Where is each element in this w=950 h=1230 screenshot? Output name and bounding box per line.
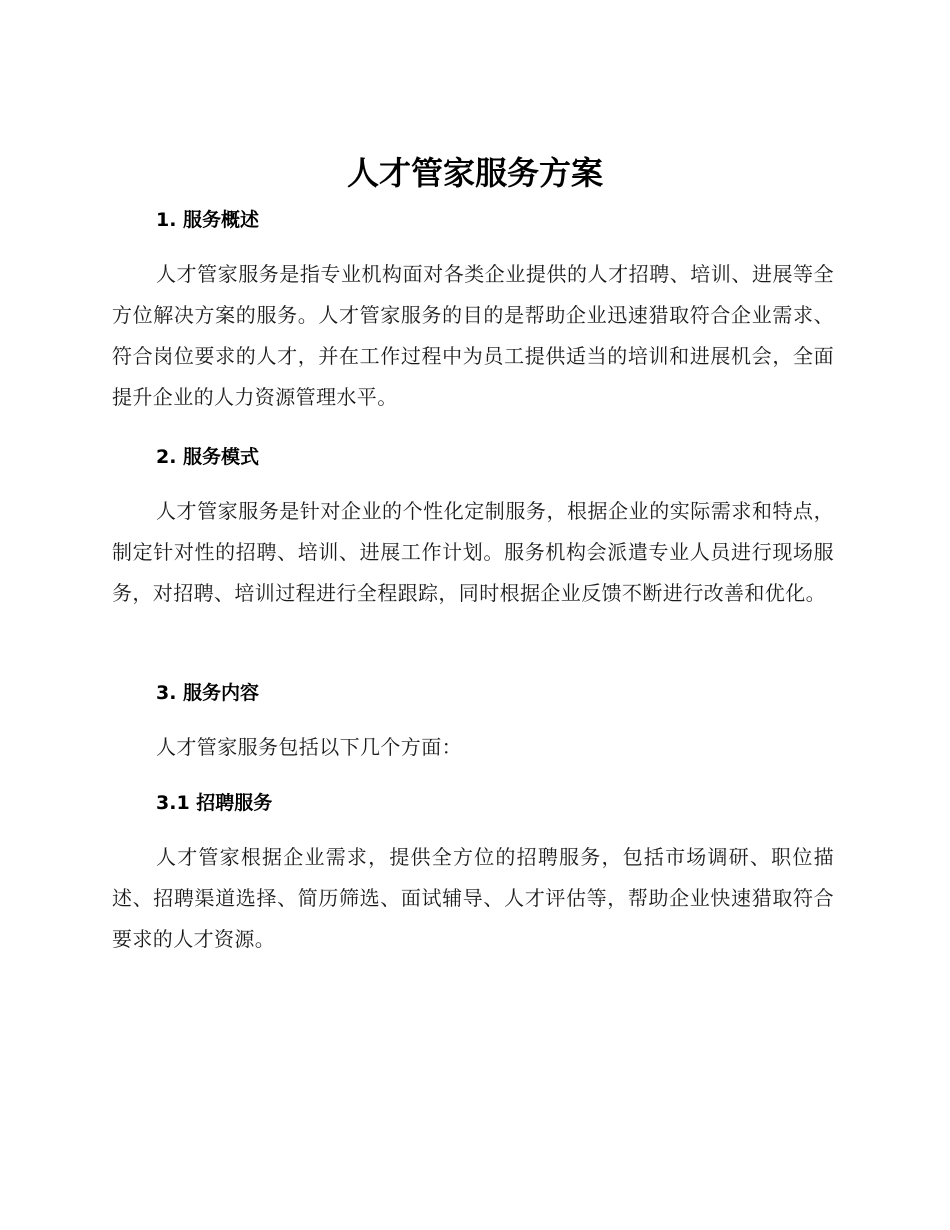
section-heading-mode: 2. 服务模式	[156, 446, 260, 468]
section-paragraph-content: 人才管家服务包括以下几个方面：	[156, 735, 462, 759]
section-heading-content: 3. 服务内容	[156, 682, 260, 704]
document-title: 人才管家服务方案	[346, 154, 603, 192]
section-heading-recruitment: 3.1 招聘服务	[156, 792, 273, 814]
section-paragraph-overview: 人才管家服务是指专业机构面对各类企业提供的人才招聘、培训、进展等全方位解决方案的服务。人才管家服务的目的是帮助企业迅速猎取符合企业需求、符合岗位要求的人才，并在工作过程中为员工提供适当的培训和进展机会，全面提升企业的人力资源管理水平。	[112, 262, 834, 409]
section-paragraph-recruitment: 人才管家根据企业需求，提供全方位的招聘服务，包括市场调研、职位描述、招聘渠道选择、简历筛选、面试辅导、人才评估等，帮助企业快速猎取符合要求的人才资源。	[112, 845, 834, 951]
section-heading-overview: 1. 服务概述	[156, 209, 260, 231]
section-paragraph-mode: 人才管家服务是针对企业的个性化定制服务，根据企业的实际需求和特点，制定针对性的招聘、培训、进展工作计划。服务机构会派遣专业人员进行现场服务，对招聘、培训过程进行全程跟踪，同时根据企业反馈不断进行改善和优化。	[112, 499, 834, 605]
